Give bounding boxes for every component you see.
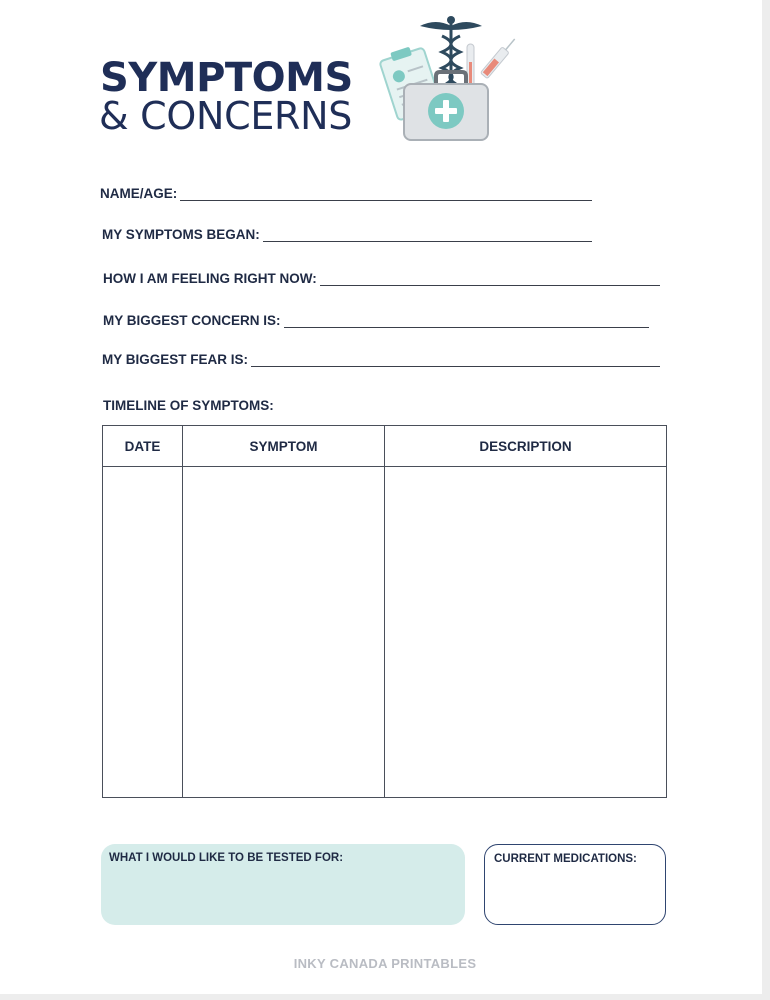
date-column-header: DATE bbox=[103, 426, 183, 467]
biggest-concern-line bbox=[284, 315, 649, 328]
feeling-now-line bbox=[320, 273, 660, 286]
symptom-column-header: SYMPTOM bbox=[183, 426, 385, 467]
biggest-fear-label: MY BIGGEST FEAR IS: bbox=[102, 352, 249, 367]
feeling-now-label: HOW I AM FEELING RIGHT NOW: bbox=[103, 271, 317, 286]
date-cell[interactable] bbox=[103, 467, 183, 798]
medical-kit-caduceus-icon bbox=[376, 14, 521, 144]
symptoms-began-line bbox=[263, 229, 592, 242]
page-subtitle: & CONCERNS bbox=[99, 94, 353, 138]
description-column-header: DESCRIPTION bbox=[385, 426, 667, 467]
current-medications-box[interactable] bbox=[484, 844, 666, 925]
timeline-table bbox=[102, 425, 667, 798]
symptoms-began-label: MY SYMPTOMS BEGAN: bbox=[102, 227, 260, 242]
name-age-field[interactable] bbox=[100, 186, 592, 201]
biggest-fear-field[interactable] bbox=[102, 352, 660, 367]
symptom-cell[interactable] bbox=[183, 467, 385, 798]
description-cell[interactable] bbox=[385, 467, 667, 798]
current-medications-label: CURRENT MEDICATIONS: bbox=[494, 853, 637, 865]
biggest-fear-line bbox=[251, 354, 660, 367]
name-age-line bbox=[180, 188, 592, 201]
feeling-now-field[interactable] bbox=[103, 271, 660, 286]
biggest-concern-label: MY BIGGEST CONCERN IS: bbox=[103, 313, 281, 328]
tested-for-box[interactable] bbox=[101, 844, 465, 925]
name-age-label: NAME/AGE: bbox=[100, 186, 178, 201]
page-title: SYMPTOMS bbox=[100, 55, 353, 101]
tested-for-label: WHAT I WOULD LIKE TO BE TESTED FOR: bbox=[109, 852, 344, 864]
timeline-heading: TIMELINE OF SYMPTOMS: bbox=[103, 398, 274, 413]
footer-brand: INKY CANADA PRINTABLES bbox=[293, 956, 477, 971]
biggest-concern-field[interactable] bbox=[103, 313, 649, 328]
symptoms-began-field[interactable] bbox=[102, 227, 592, 242]
